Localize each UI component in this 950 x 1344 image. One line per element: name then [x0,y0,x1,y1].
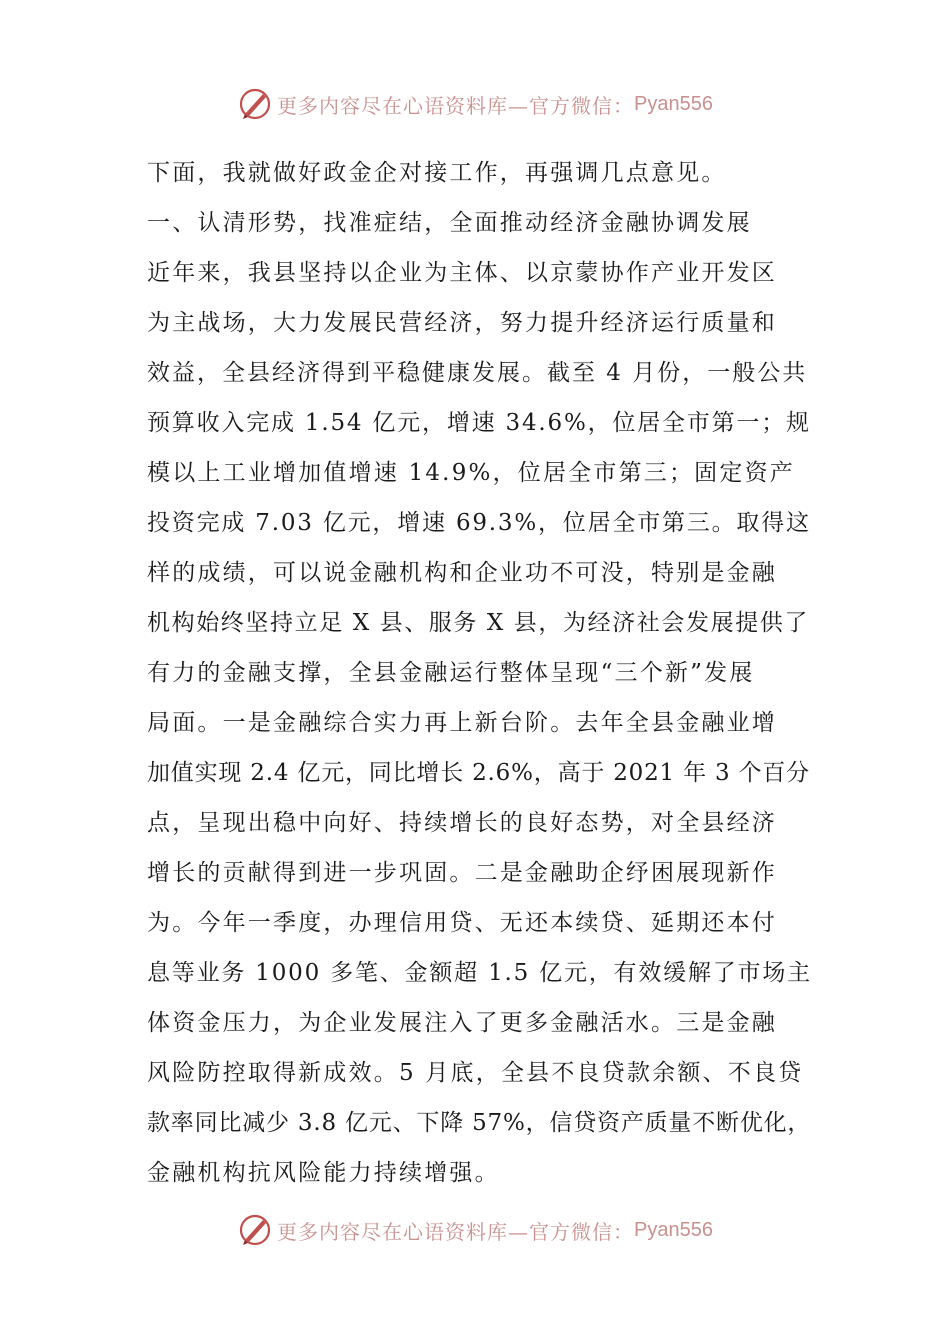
text-line: 样的成绩，可以说金融机构和企业功不可没，特别是金融 [147,560,777,586]
text-line: 模以上工业增加值增速 14.9%，位居全市第三；固定资产 [147,460,795,486]
text-line: 增长的贡献得到进一步巩固。二是金融助企纾困展现新作 [147,860,777,886]
text-line: 金融机构抗风险能力持续增强。 [147,1160,500,1186]
text-line: 点，呈现出稳中向好、持续增长的良好态势，对全县经济 [147,810,777,836]
document-body [147,148,812,1198]
text-line: 为。今年一季度，办理信用贷、无还本续贷、延期还本付 [147,910,777,936]
text-line: 为主战场，大力发展民营经济，努力提升经济运行质量和 [147,310,777,336]
text-line: 有力的金融支撑，全县金融运行整体呈现“三个新”发展 [147,660,755,686]
text-line: 体资金压力，为企业发展注入了更多金融活水。三是金融 [147,1010,777,1036]
footer-watermark [0,1210,950,1250]
text-line: 机构始终坚持立足 X 县、服务 X 县，为经济社会发展提供了 [147,610,809,636]
text-line: 下面，我就做好政金企对接工作，再强调几点意见。 [147,160,727,186]
watermark-wechat-id: Pyan556 [634,92,713,115]
text-line: 局面。一是金融综合实力再上新台阶。去年全县金融业增 [147,710,777,736]
text-line: 投资完成 7.03 亿元，增速 69.3%，位居全市第三。取得这 [147,510,811,536]
text-line: 效益，全县经济得到平稳健康发展。截至 4 月份，一般公共 [147,360,808,386]
text-line: 息等业务 1000 多笔、金额超 1.5 亿元，有效缓解了市场主 [147,960,812,986]
text-line: 加值实现 2.4 亿元，同比增长 2.6%，高于 2021 年 3 个百分 [147,760,810,786]
text-line: 款率同比减少 3.8 亿元、下降 57%，信贷资产质量不断优化， [147,1110,812,1136]
section-heading: 一、认清形势，找准症结，全面推动经济金融协调发展 [147,210,752,236]
text-line: 风险防控取得新成效。5 月底，全县不良贷款余额、不良贷 [147,1060,804,1086]
header-watermark [0,84,950,124]
pen-logo-icon [237,1212,273,1248]
watermark-text: 更多内容尽在心语资料库—官方微信： [277,1219,635,1244]
text-line: 预算收入完成 1.54 亿元，增速 34.6%，位居全市第一；规 [147,410,811,436]
watermark-text: 更多内容尽在心语资料库—官方微信： [277,93,635,118]
watermark-wechat-id: Pyan556 [634,1218,713,1241]
pen-logo-icon [237,86,273,122]
text-line: 近年来，我县坚持以企业为主体、以京蒙协作产业开发区 [147,260,777,286]
